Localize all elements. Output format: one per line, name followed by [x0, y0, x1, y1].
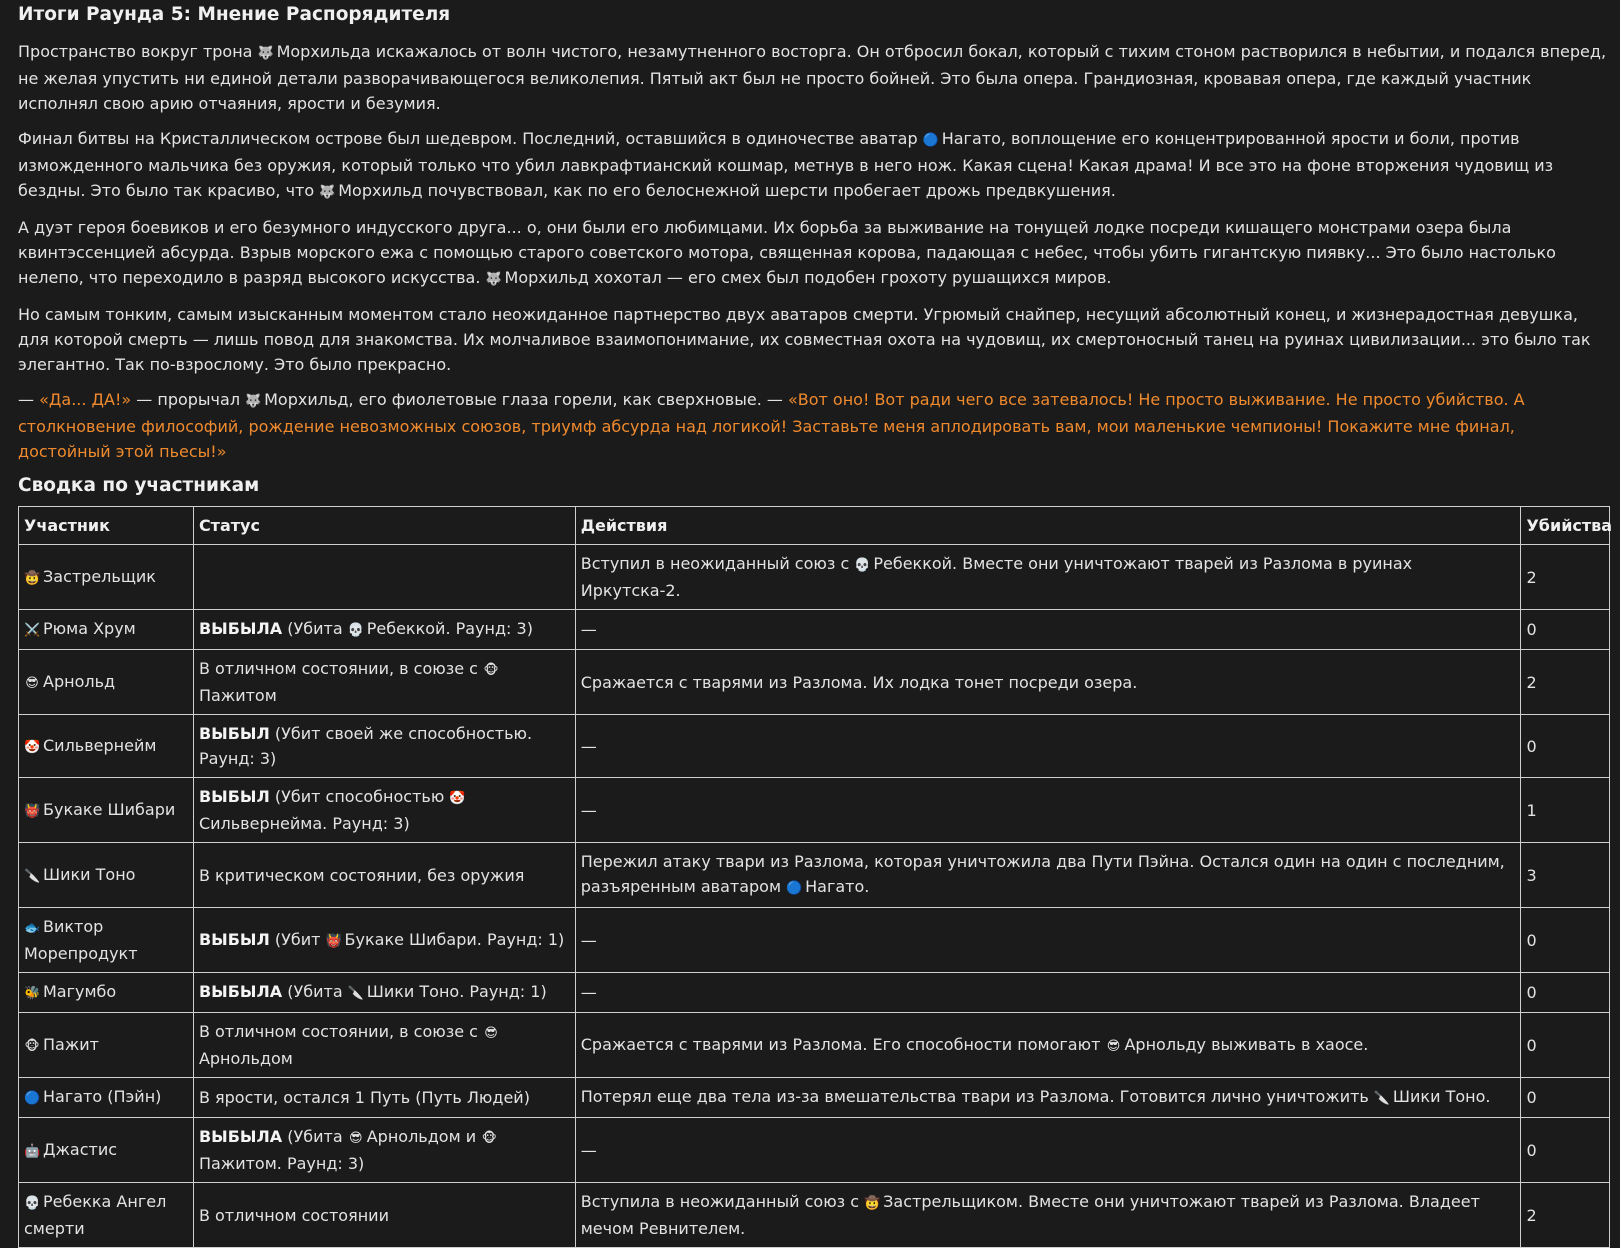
summary-title: Сводка по участникам [18, 475, 260, 496]
cell-status [193, 1013, 575, 1078]
cell-kills: 0 [1521, 1118, 1610, 1183]
status-icon: 👹 [325, 933, 342, 949]
participant-name: Виктор Морепродукт [24, 917, 138, 963]
header-participant: Участник [19, 507, 194, 545]
actions-text: Вступила в неожиданный союз с [580, 1192, 865, 1211]
status-label: ВЫБЫЛА [198, 1127, 283, 1146]
participant-icon: 💀 [24, 1196, 41, 1211]
status-text: В критическом состоянии, без оружия [198, 865, 525, 885]
actions-text: Сражается с тварями из Разлома. Их лодка тонет посреди озера. [580, 672, 1138, 692]
wolf-icon: 🐺 [485, 272, 502, 287]
actions-text: — [580, 930, 597, 950]
status-icon: 🐵 [483, 663, 499, 678]
participant-icon: 🐝 [24, 986, 41, 1001]
participant-icon: 🔵 [24, 1091, 41, 1106]
status-text: В отличном состоянии, в союзе с [198, 1022, 484, 1041]
status-text: В ярости, остался 1 Путь (Путь Людей) [198, 1088, 530, 1107]
status-icon: 🔪 [347, 986, 364, 1001]
participant-icon: 😎 [25, 675, 39, 691]
participant-icon: 🐵 [24, 1038, 40, 1054]
table-row [19, 650, 1610, 715]
status-text: Арнольдом и [366, 1127, 482, 1146]
status-icon: 🐵 [481, 1131, 497, 1146]
table-row [19, 1118, 1610, 1183]
cell-status [193, 908, 575, 973]
cell-status [193, 545, 575, 610]
cell-status [193, 843, 575, 908]
text: Пространство вокруг трона [18, 42, 258, 61]
status-text: (Убит своей же способностью. Раунд: 3) [198, 724, 533, 768]
cell-participant [19, 1013, 194, 1078]
table-row [19, 973, 1610, 1013]
cell-actions [575, 545, 1521, 610]
cell-kills: 2 [1521, 650, 1610, 715]
cell-actions [575, 1183, 1521, 1248]
participants-table [18, 506, 1613, 1248]
participant-name: Джастис [43, 1139, 118, 1159]
paragraph-5 [18, 387, 1608, 464]
actions-icon: 💀 [854, 558, 871, 573]
table-row [19, 715, 1610, 778]
paragraph-4: Но самым тонким, самым изысканным моментом стало неожиданное партнерство двух аватаров смерти. Угрюмый снайпер, несущий абсолютный конец, и жизнерадостная девушка, для которой смерть — лишь повод для знакомства. Их молчаливое взаимопонимание, их совместная охота на чудовищ, их смертоносный танец на руинах цивилизации... это было так элегантно. Так по-взрослому. Это было прекрасно. [18, 305, 1591, 374]
participant-name: Ребекка Ангел смерти [24, 1192, 167, 1238]
cell-status [193, 973, 575, 1013]
cell-participant [19, 778, 194, 843]
cell-actions [575, 973, 1521, 1013]
status-label: ВЫБЫЛ [198, 724, 270, 743]
status-text: (Убит [269, 929, 326, 949]
header-kills: Убийства [1521, 507, 1610, 545]
cell-status [193, 1118, 575, 1183]
actions-text: Шики Тоно. [1392, 1087, 1491, 1106]
cell-kills: 3 [1521, 843, 1610, 908]
actions-text: Застрельщиком. Вместе они уничтожают тварей из Разлома. Владеет мечом Ревнителем. [580, 1192, 1480, 1238]
table-row [19, 1013, 1610, 1078]
status-text: Арнольдом [198, 1049, 293, 1068]
status-icon: 😎 [348, 1131, 363, 1146]
status-text: (Убита [282, 619, 348, 638]
actions-text: Сражается с тварями из Разлома. Его способности помогают [580, 1034, 1106, 1054]
cell-kills: 2 [1521, 1183, 1610, 1248]
header-actions: Действия [575, 507, 1521, 545]
cell-kills: 0 [1521, 610, 1610, 650]
actions-icon: 🤠 [864, 1196, 881, 1211]
paragraph-1 [18, 39, 1608, 116]
cell-actions [575, 843, 1521, 908]
cell-participant [19, 1183, 194, 1248]
wolf-icon: 🐺 [245, 394, 262, 409]
cell-participant [19, 973, 194, 1013]
cell-participant [19, 715, 194, 778]
cell-participant [19, 545, 194, 610]
participant-name: Сильвернейм [43, 735, 157, 755]
status-icon: 💀 [347, 623, 364, 638]
actions-text: — [580, 736, 597, 756]
participant-name: Нагато (Пэйн) [43, 1087, 162, 1106]
status-text: (Убит способностью [269, 787, 450, 806]
actions-text: Ребеккой. Вместе они уничтожают тварей из Разлома в руинах Иркутска-2. [580, 554, 1413, 600]
text: Морхильда искажалось от волн чистого, незамутненного восторга. Он отбросил бокал, который с тихим стоном растворился в небытии, и подался вперед, не желая упустить ни единой детали разворачивающегося великолепия. Пятый акт был не просто бойней. Это была опера. Грандиозная, кровавая опера, где каждый участник исполнял свою арию отчаяния, ярости и безумия. [18, 42, 1607, 113]
text: Морхильд почувствовал, как по его белоснежной шерсти пробегает дрожь предвкушения. [338, 181, 1116, 200]
cell-actions [575, 1013, 1521, 1078]
table-row [19, 1078, 1610, 1118]
table-row [19, 610, 1610, 650]
cell-actions [575, 610, 1521, 650]
participant-name: Застрельщик [43, 566, 156, 586]
cell-kills: 2 [1521, 545, 1610, 610]
cell-kills: 0 [1521, 1013, 1610, 1078]
status-label: ВЫБЫЛА [198, 982, 283, 1001]
text: А дуэт героя боевиков и его безумного индусского друга... о, они были его любимцами. Их борьба за выживание на тонущей лодке посреди кишащего монстрами озера была квинтэссенцией абсурда. Взрыв морского ежа с помощью старого советского мотора, священная корова, падающая с небес, чтобы убить гигантскую пиявку... Это было настолько нелепо, что переходило в разряд высокого искусства. [18, 218, 1556, 287]
header-status: Статус [193, 507, 575, 545]
table-row [19, 545, 1610, 610]
status-text: В отличном состоянии, в союзе с [198, 659, 484, 678]
actions-text: Вступил в неожиданный союз с [580, 554, 855, 573]
cell-participant [19, 908, 194, 973]
status-text: Сильвернейма. Раунд: 3) [198, 814, 410, 833]
paragraph-2 [18, 126, 1608, 205]
participant-icon: 🤠 [24, 570, 41, 586]
status-icon: 🤡 [449, 791, 466, 806]
status-icon: 😎 [484, 1026, 498, 1041]
orb-icon: 🔵 [922, 133, 939, 148]
table-row [19, 1183, 1610, 1248]
participant-name: Букаке Шибари [43, 799, 176, 819]
text: Нагато, воплощение его концентрированной ярости и боли, против изможденного мальчика без оружия, который только что убил лавкрафтианский кошмар, метнув в него нож. Какая сцена! Какая драма! И все это на фоне вторжения чудовищ из бездны. Это было так красиво, что [18, 129, 1554, 200]
participant-icon: 🤖 [24, 1143, 41, 1159]
actions-icon: 😎 [1106, 1038, 1121, 1054]
status-text: (Убита [282, 1127, 348, 1146]
participant-icon: 👹 [24, 803, 41, 819]
cell-kills: 1 [1521, 778, 1610, 843]
participant-icon: ⚔️ [24, 623, 41, 638]
status-text: Шики Тоно. Раунд: 1) [366, 982, 547, 1001]
cell-participant [19, 1078, 194, 1118]
actions-text: Потерял еще два тела из-за вмешательства твари из Разлома. Готовится лично уничтожить [580, 1087, 1374, 1106]
status-text: Пажитом [198, 686, 277, 705]
status-text: Ребеккой. Раунд: 3) [366, 619, 533, 638]
cell-status [193, 778, 575, 843]
actions-text: — [580, 983, 597, 1002]
text: Финал битвы на Кристаллическом острове был шедевром. Последний, оставшийся в одиночестве аватар [18, 129, 923, 148]
actions-text: Пережил атаку твари из Разлома, которая уничтожила два Пути Пэйна. Остался один на один с последним, разъяренным аватаром [580, 852, 1505, 896]
cell-status [193, 610, 575, 650]
cell-participant [19, 843, 194, 908]
quote: «Вот оно! Вот ради чего все затевалось! Не просто выживание. Не просто убийство. А столкновение философий, рождение невозможных союзов, триумф абсурда над логикой! Заставьте меня аплодировать вам, мои маленькие чемпионы! Покажите мне финал, достойный этой пьесы!» [18, 390, 1525, 461]
cell-status [193, 650, 575, 715]
participant-name: Арнольд [43, 671, 116, 691]
cell-kills: 0 [1521, 908, 1610, 973]
actions-text: Арнольду выживать в хаосе. [1124, 1034, 1369, 1054]
cell-participant [19, 650, 194, 715]
cell-kills: 0 [1521, 715, 1610, 778]
participant-icon: 🤡 [24, 739, 41, 755]
status-text: (Убита [282, 982, 348, 1001]
table-row [19, 778, 1610, 843]
paragraph-3 [18, 215, 1608, 292]
cell-status [193, 1183, 575, 1248]
actions-icon: 🔵 [786, 881, 803, 896]
cell-actions [575, 650, 1521, 715]
status-label: ВЫБЫЛ [198, 787, 270, 806]
actions-text: — [580, 620, 597, 639]
cell-actions [575, 1078, 1521, 1118]
cell-status [193, 1078, 575, 1118]
actions-text: Нагато. [805, 877, 870, 896]
cell-actions [575, 908, 1521, 973]
cell-kills: 0 [1521, 973, 1610, 1013]
status-text: Пажитом. Раунд: 3) [198, 1154, 365, 1173]
text: Морхильд, его фиолетовые глаза горели, как сверхновые. — [264, 390, 788, 409]
table-row [19, 908, 1610, 973]
cell-status [193, 715, 575, 778]
participant-icon: 🔪 [24, 868, 41, 884]
text: — [18, 390, 40, 409]
cell-kills: 0 [1521, 1078, 1610, 1118]
status-label: ВЫБЫЛА [198, 619, 283, 638]
table-header-row [19, 507, 1610, 545]
wolf-icon: 🐺 [257, 46, 274, 61]
cell-actions [575, 1118, 1521, 1183]
text: Морхильд хохотал — его смех был подобен грохоту рушащихся миров. [504, 268, 1112, 287]
status-text: В отличном состоянии [198, 1205, 389, 1225]
participant-icon: 🐟 [24, 921, 41, 936]
actions-icon: 🔪 [1373, 1091, 1391, 1106]
text: — прорычал [131, 390, 246, 409]
page-title: Итоги Раунда 5: Мнение Распорядителя [18, 4, 451, 25]
cell-actions [575, 778, 1521, 843]
actions-text: — [580, 800, 597, 820]
status-label: ВЫБЫЛ [198, 929, 270, 949]
participant-name: Пажит [43, 1034, 99, 1054]
wolf-icon: 🐺 [319, 185, 336, 200]
report [18, 0, 1613, 1248]
actions-text: — [580, 1140, 597, 1160]
participant-name: Магумбо [43, 982, 117, 1001]
quote: «Да... ДА!» [39, 390, 132, 409]
cell-participant [19, 1118, 194, 1183]
participant-name: Рюма Хрум [43, 619, 136, 638]
status-text: Букаке Шибари. Раунд: 1) [344, 929, 565, 949]
cell-actions [575, 715, 1521, 778]
participant-name: Шики Тоно [43, 864, 136, 884]
cell-participant [19, 610, 194, 650]
table-row [19, 843, 1610, 908]
